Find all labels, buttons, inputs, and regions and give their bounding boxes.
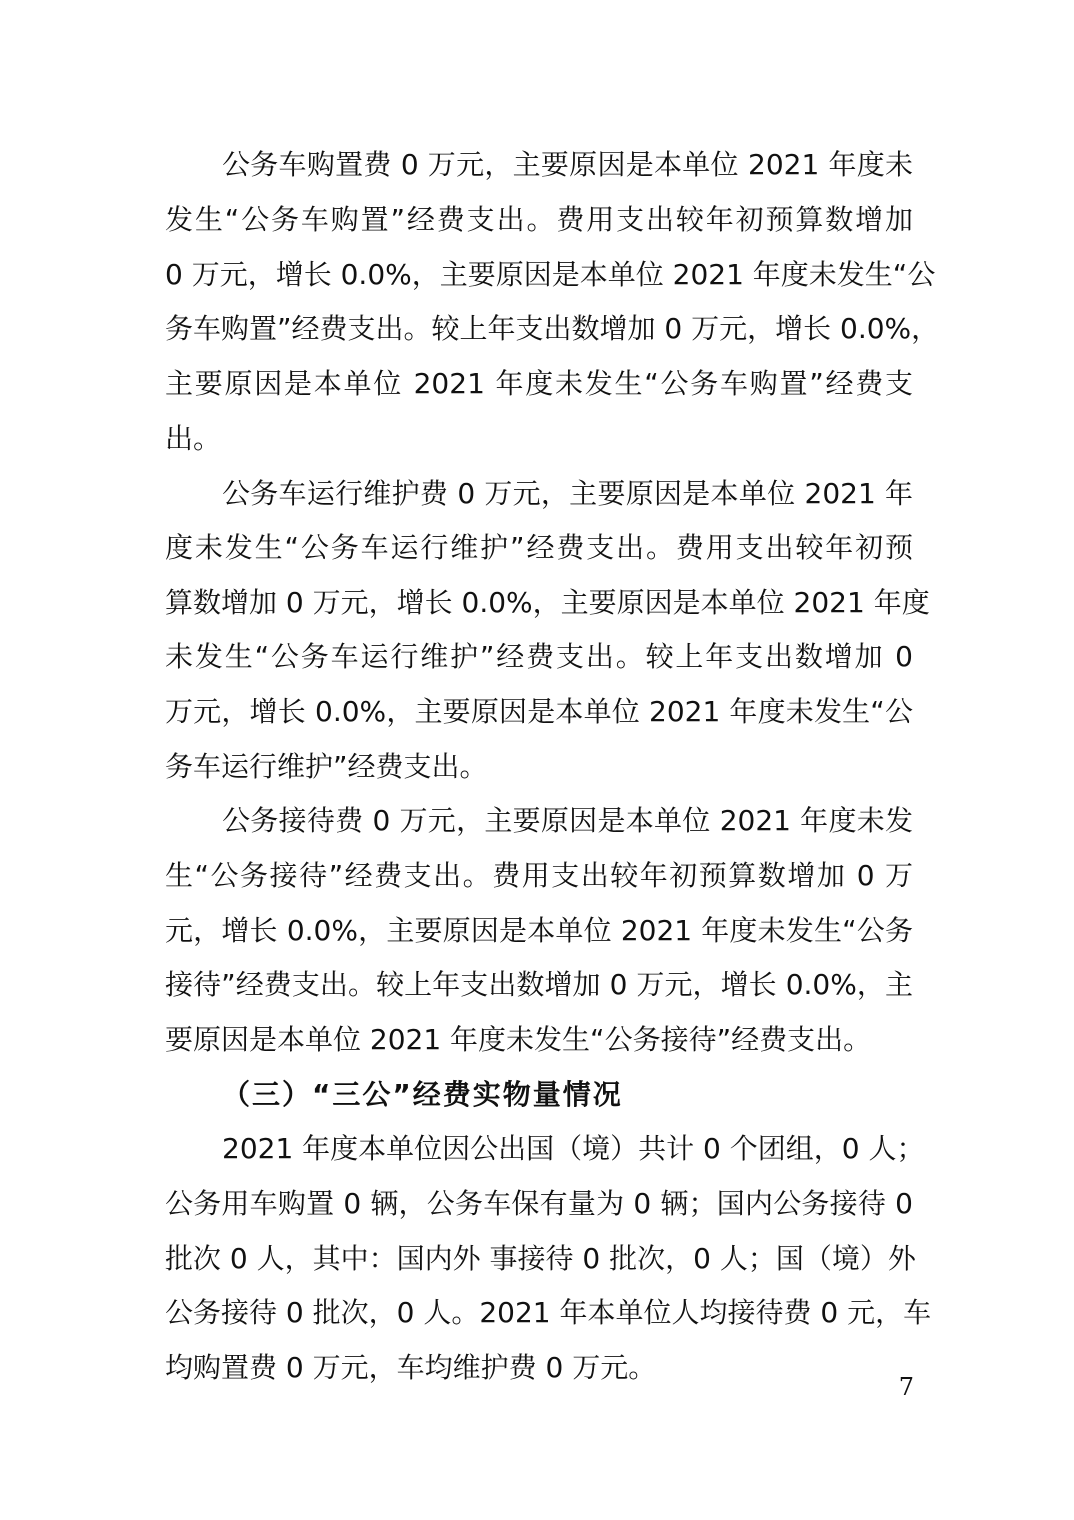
paragraph-3-line-1: 公务接待费 0 万元，主要原因是本单位 2021 年度未发 (222, 804, 913, 837)
paragraph-2-line-3: 算数增加 0 万元，增长 0.0%，主要原因是本单位 2021 年度 (165, 586, 930, 619)
paragraph-1-line-5: 主要原因是本单位 2021 年度未发生“公务车购置”经费支 (165, 367, 913, 400)
final-paragraph-line-3: 批次 0 人，其中：国内外 事接待 0 批次，0 人；国（境）外 (165, 1242, 916, 1275)
paragraph-3-line-2: 生“公务接待”经费支出。费用支出较年初预算数增加 0 万 (165, 859, 913, 892)
final-paragraph-line-2: 公务用车购置 0 辆，公务车保有量为 0 辆；国内公务接待 0 (165, 1187, 913, 1220)
paragraph-1-line-2: 发生“公务车购置”经费支出。费用支出较年初预算数增加 (165, 203, 913, 236)
paragraph-3-line-4: 接待”经费支出。较上年支出数增加 0 万元，增长 0.0%，主 (165, 968, 913, 1001)
page-number: 7 (898, 1373, 914, 1401)
paragraph-2-line-5: 万元，增长 0.0%，主要原因是本单位 2021 年度未发生“公 (165, 695, 913, 728)
paragraph-1-line-3: 0 万元，增长 0.0%，主要原因是本单位 2021 年度未发生“公 (165, 258, 936, 291)
paragraph-1-line-4: 务车购置”经费支出。较上年支出数增加 0 万元，增长 0.0%， (165, 312, 940, 345)
final-paragraph-line-5: 均购置费 0 万元，车均维护费 0 万元。 (165, 1351, 657, 1384)
paragraph-3-line-3: 元，增长 0.0%，主要原因是本单位 2021 年度未发生“公务 (165, 914, 913, 947)
paragraph-2-line-2: 度未发生“公务车运行维护”经费支出。费用支出较年初预 (165, 531, 913, 564)
paragraph-2-line-1: 公务车运行维护费 0 万元，主要原因是本单位 2021 年 (222, 477, 913, 510)
section-heading: （三）“三公”经费实物量情况 (222, 1078, 623, 1111)
paragraph-1-line-1: 公务车购置费 0 万元，主要原因是本单位 2021 年度未 (222, 148, 913, 181)
final-paragraph-line-1: 2021 年度本单位因公出国（境）共计 0 个团组，0 人； (222, 1132, 925, 1165)
paragraph-3-line-5: 要原因是本单位 2021 年度未发生“公务接待”经费支出。 (165, 1023, 872, 1056)
paragraph-1-line-6: 出。 (165, 422, 222, 455)
final-paragraph-line-4: 公务接待 0 批次，0 人。2021 年本单位人均接待费 0 元，车 (165, 1296, 932, 1329)
paragraph-2-line-4: 未发生“公务车运行维护”经费支出。较上年支出数增加 0 (165, 640, 913, 673)
paragraph-2-line-6: 务车运行维护”经费支出。 (165, 750, 488, 783)
